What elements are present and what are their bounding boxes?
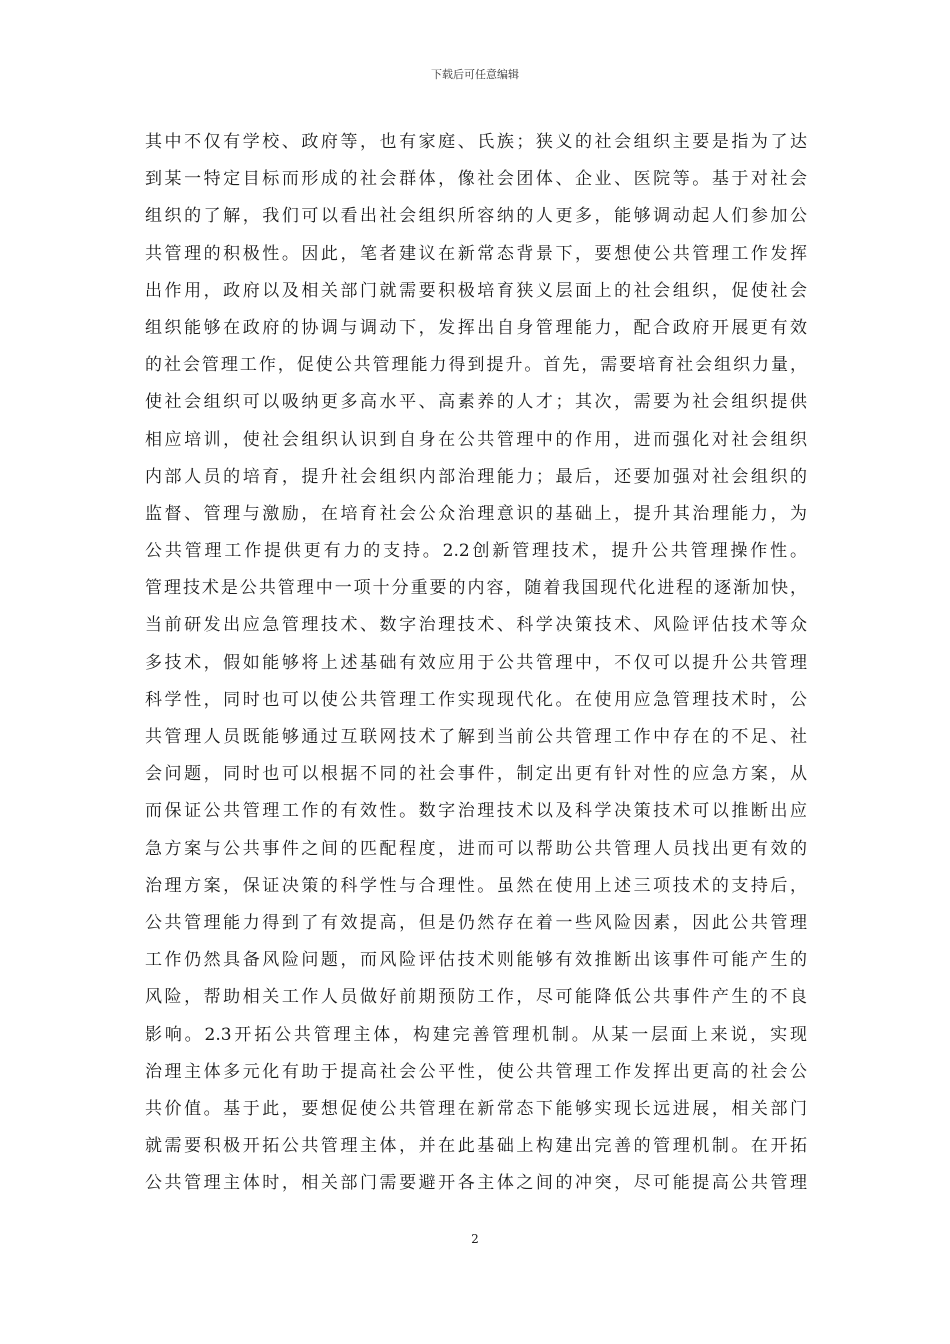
text-line: 监督、管理与激励，在培育社会公众治理意识的基础上，提升其治理能力，为 <box>145 503 807 524</box>
text-line: 急方案与公共事件之间的匹配程度，进而可以帮助公共管理人员找出更有效的 <box>145 838 807 859</box>
text-line: 科学性，同时也可以使公共管理工作实现现代化。在使用应急管理技术时，公 <box>145 689 807 710</box>
text-line: 公共管理工作提供更有力的支持。2.2创新管理技术，提升公共管理操作性。 <box>145 541 807 562</box>
text-line: 共价值。基于此，要想促使公共管理在新常态下能够实现长远进展，相关部门 <box>145 1098 807 1119</box>
text-line: 影响。2.3开拓公共管理主体，构建完善管理机制。从某一层面上来说，实现 <box>145 1024 807 1045</box>
body-text <box>145 124 807 1202</box>
text-line: 而保证公共管理工作的有效性。数字治理技术以及科学决策技术可以推断出应 <box>145 801 807 822</box>
text-line: 公共管理能力得到了有效提高，但是仍然存在着一些风险因素，因此公共管理 <box>145 912 807 933</box>
text-line: 使社会组织可以吸纳更多高水平、高素养的人才；其次，需要为社会组织提供 <box>145 392 807 413</box>
text-line: 内部人员的培育，提升社会组织内部治理能力；最后，还要加强对社会组织的 <box>145 466 807 487</box>
text-line: 相应培训，使社会组织认识到自身在公共管理中的作用，进而强化对社会组织 <box>145 429 807 450</box>
text-line: 组织能够在政府的协调与调动下，发挥出自身管理能力，配合政府开展更有效 <box>145 317 807 338</box>
text-line: 共管理的积极性。因此，笔者建议在新常态背景下，要想使公共管理工作发挥 <box>145 243 807 264</box>
page-number: 2 <box>471 1232 479 1246</box>
text-line: 多技术，假如能够将上述基础有效应用于公共管理中，不仅可以提升公共管理 <box>145 652 807 673</box>
text-line: 治理方案，保证决策的科学性与合理性。虽然在使用上述三项技术的支持后， <box>145 875 807 896</box>
text-line: 就需要积极开拓公共管理主体，并在此基础上构建出完善的管理机制。在开拓 <box>145 1136 807 1157</box>
text-line: 出作用，政府以及相关部门就需要积极培育狭义层面上的社会组织，促使社会 <box>145 280 807 301</box>
text-line: 其中不仅有学校、政府等，也有家庭、氏族；狭义的社会组织主要是指为了达 <box>145 132 807 152</box>
text-line: 当前研发出应急管理技术、数字治理技术、科学决策技术、风险评估技术等众 <box>145 615 807 636</box>
text-line: 共管理人员既能够通过互联网技术了解到当前公共管理工作中存在的不足、社 <box>145 727 807 747</box>
text-line: 风险，帮助相关工作人员做好前期预防工作，尽可能降低公共事件产生的不良 <box>145 987 807 1008</box>
text-line: 会问题，同时也可以根据不同的社会事件，制定出更有针对性的应急方案，从 <box>145 764 807 785</box>
text-line: 公共管理主体时，相关部门需要避开各主体之间的冲突，尽可能提高公共管理 <box>145 1173 807 1194</box>
text-line: 组织的了解，我们可以看出社会组织所容纳的人更多，能够调动起人们参加公 <box>145 206 807 227</box>
text-line: 治理主体多元化有助于提高社会公平性，使公共管理工作发挥出更高的社会公 <box>145 1061 807 1082</box>
text-line: 管理技术是公共管理中一项十分重要的内容，随着我国现代化进程的逐渐加快， <box>145 578 807 599</box>
page-header: 下载后可任意编辑 <box>431 68 519 81</box>
text-line: 的社会管理工作，促使公共管理能力得到提升。首先，需要培育社会组织力量， <box>145 355 807 376</box>
text-line: 到某一特定目标而形成的社会群体，像社会团体、企业、医院等。基于对社会 <box>145 169 807 190</box>
text-line: 工作仍然具备风险问题，而风险评估技术则能够有效推断出该事件可能产生的 <box>145 950 807 971</box>
